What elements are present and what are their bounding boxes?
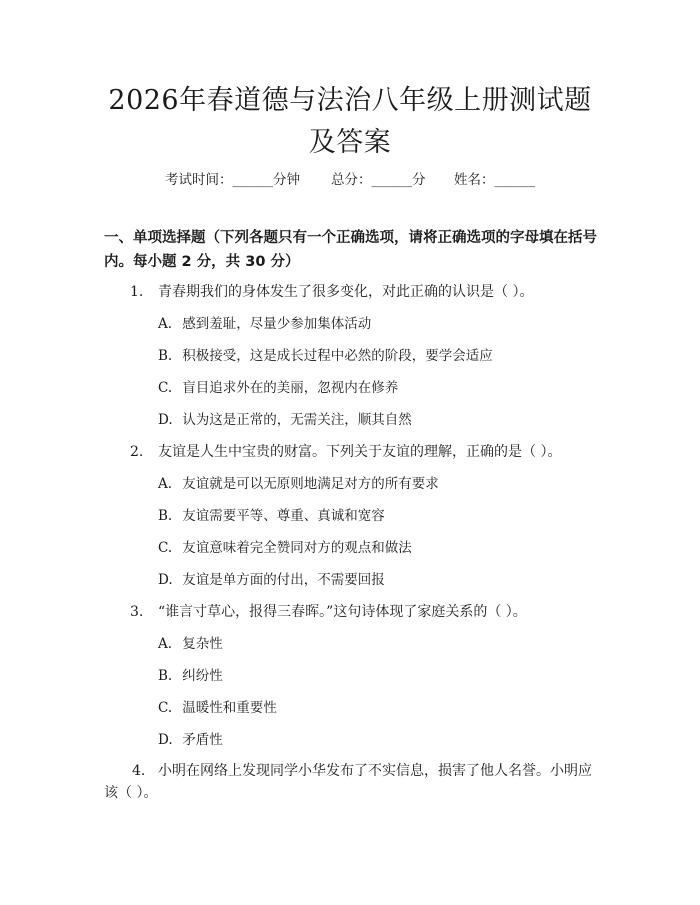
option-text: 纠纷性 [182, 668, 223, 684]
option-letter: C. [158, 540, 173, 556]
student-name-label: 姓名：______ [454, 172, 535, 188]
option-letter: A. [158, 316, 173, 332]
option-text: 友谊就是可以无原则地满足对方的所有要求 [182, 476, 439, 492]
question-number: 3. [130, 604, 144, 620]
question-number: 4. [132, 763, 146, 779]
option-2d [158, 570, 385, 590]
total-score-label: 总分：______分 [331, 172, 426, 188]
option-letter: B. [158, 668, 173, 684]
question-text: “谁言寸草心，报得三春晖。”这句诗体现了家庭关系的（ ）。 [158, 604, 527, 620]
option-text: 盲目追求外在的美丽，忽视内在修养 [182, 380, 399, 396]
question-text: 青春期我们的身体发生了很多变化，对此正确的认识是（ ）。 [158, 284, 534, 300]
option-text: 温暖性和重要性 [182, 700, 277, 716]
question-number: 2. [130, 444, 144, 460]
option-letter: D. [158, 412, 173, 428]
option-3b [158, 666, 223, 686]
document-title: 2026年春道德与法治八年级上册测试题及答案 [108, 85, 592, 158]
option-1a [158, 314, 371, 334]
option-letter: C. [158, 700, 173, 716]
option-text: 矛盾性 [182, 732, 223, 748]
exam-time-label: 考试时间：______分钟 [165, 172, 300, 188]
option-letter: A. [158, 636, 173, 652]
option-2a [158, 474, 439, 494]
option-3d [158, 730, 223, 750]
option-1b [158, 346, 493, 366]
option-text: 友谊需要平等、尊重、真诚和宽容 [182, 508, 385, 524]
question-number: 1. [130, 284, 144, 300]
option-text: 友谊是单方面的付出，不需要回报 [182, 572, 385, 588]
option-text: 感到羞耻，尽量少参加集体活动 [182, 316, 372, 332]
option-2c [158, 538, 412, 558]
option-text: 认为这是正常的，无需关注，顺其自然 [182, 412, 412, 428]
option-text: 友谊意味着完全赞同对方的观点和做法 [182, 540, 412, 556]
option-letter: B. [158, 508, 173, 524]
option-1d [158, 410, 412, 430]
option-letter: D. [158, 572, 173, 588]
option-text: 复杂性 [182, 636, 223, 652]
option-text: 积极接受，这是成长过程中必然的阶段，要学会适应 [182, 348, 493, 364]
question-text: 小明在网络上发现同学小华发布了不实信息，损害了他人名誉。小明应该（ ）。 [104, 763, 592, 801]
question-4 [104, 760, 604, 804]
option-3a [158, 634, 223, 654]
section-heading: 一、单项选择题（下列各题只有一个正确选项，请将正确选项的字母填在括号内。每小题 2 分，共 30 分） [104, 230, 597, 270]
option-letter: C. [158, 380, 173, 396]
option-2b [158, 506, 385, 526]
option-letter: B. [158, 348, 173, 364]
option-3c [158, 698, 277, 718]
option-letter: A. [158, 476, 173, 492]
option-1c [158, 378, 398, 398]
question-text: 友谊是人生中宝贵的财富。下列关于友谊的理解，正确的是（ ）。 [158, 444, 562, 460]
option-letter: D. [158, 732, 173, 748]
